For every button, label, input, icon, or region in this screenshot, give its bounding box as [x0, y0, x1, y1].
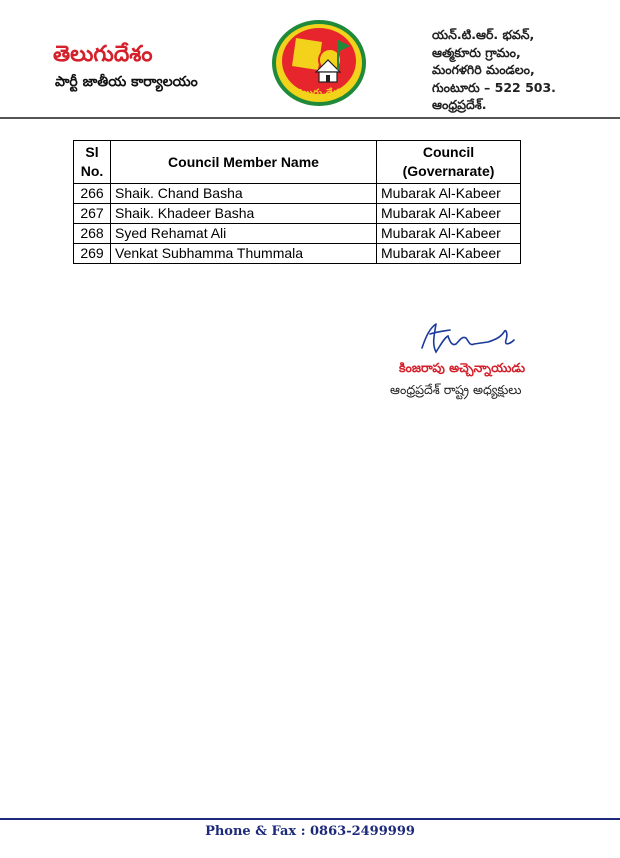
address-line: ఆత్మకూరు గ్రామం,: [432, 44, 521, 60]
cell-name: Shaik. Khadeer Basha: [111, 204, 377, 224]
address-line: గుంటూరు – 522 503.: [432, 79, 556, 95]
header-member-name: Council Member Name: [111, 141, 377, 184]
table-row: [74, 244, 521, 264]
cell-sl: 267: [74, 204, 111, 224]
address-line: మంగళగిరి మండలం,: [432, 62, 535, 77]
party-name: తెలుగుదేశం: [53, 42, 153, 67]
signature-icon: [414, 318, 524, 358]
header-council: Council (Governarate): [377, 141, 521, 184]
logo-text: తెలుగు దేశం: [294, 88, 344, 99]
council-members-table: [73, 140, 521, 264]
footer-divider: [0, 818, 620, 820]
signatory-name: కింజరాపు అచ్చెన్నాయుడు: [399, 360, 526, 375]
cell-council: Mubarak Al-Kabeer: [377, 244, 521, 264]
cell-council: Mubarak Al-Kabeer: [377, 184, 521, 204]
signatory-title: ఆంధ్రప్రదేశ్ రాష్ట్ర అధ్యక్షులు: [390, 382, 522, 397]
party-logo-icon: [272, 20, 366, 106]
table-row: [74, 224, 521, 244]
cell-sl: 268: [74, 224, 111, 244]
table-header-row: [74, 141, 521, 184]
address-line: ఆంధ్రప్రదేశ్.: [432, 97, 487, 112]
office-name: పార్టీ జాతీయ కార్యాలయం: [55, 74, 198, 90]
header-divider: [0, 117, 620, 119]
address-line: యన్.టి.ఆర్. భవన్,: [432, 27, 535, 42]
office-address: [432, 26, 556, 114]
cell-sl: 266: [74, 184, 111, 204]
cell-name: Syed Rehamat Ali: [111, 224, 377, 244]
cell-sl: 269: [74, 244, 111, 264]
letterhead: [0, 0, 620, 118]
cell-name: Venkat Subhamma Thummala: [111, 244, 377, 264]
table-row: [74, 184, 521, 204]
header-sl-no: Sl No.: [74, 141, 111, 184]
footer-contact: Phone & Fax : 0863-2499999: [205, 824, 415, 839]
table-row: [74, 204, 521, 224]
cell-council: Mubarak Al-Kabeer: [377, 224, 521, 244]
cell-name: Shaik. Chand Basha: [111, 184, 377, 204]
cell-council: Mubarak Al-Kabeer: [377, 204, 521, 224]
